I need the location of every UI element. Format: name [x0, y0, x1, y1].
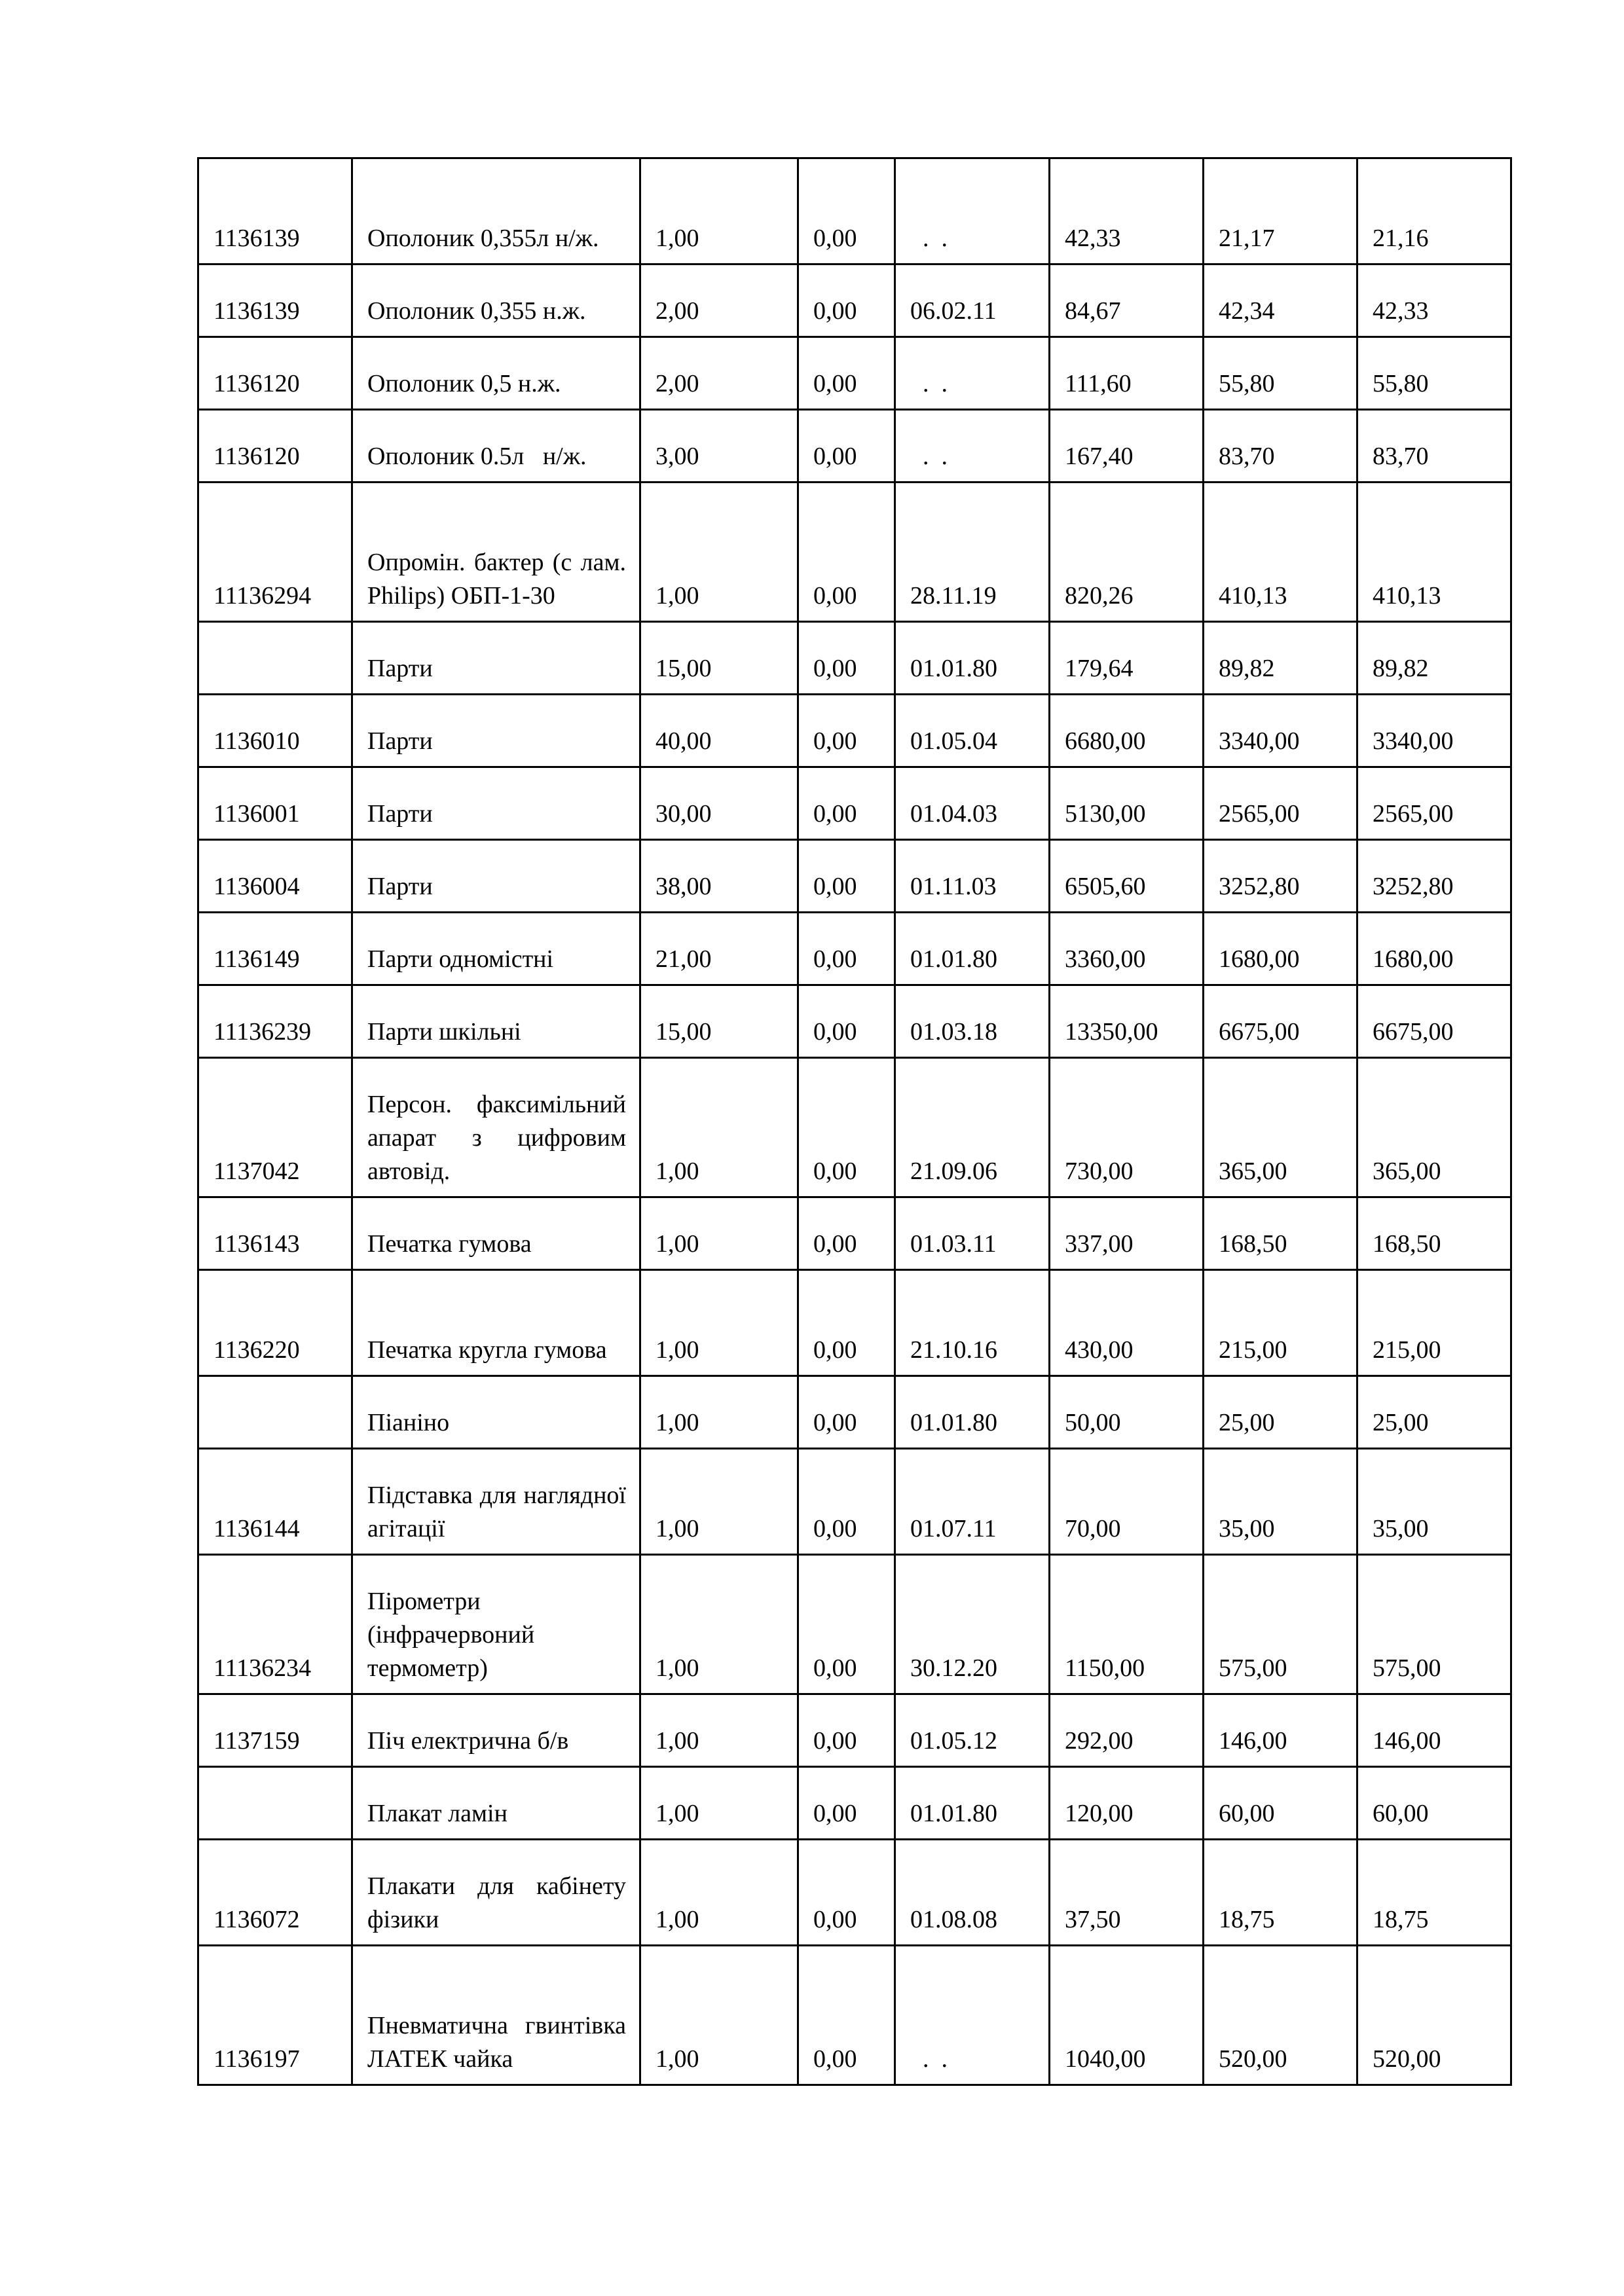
item-code-cell: 1137159 [198, 1694, 352, 1767]
date-cell: . . [895, 158, 1050, 264]
date-cell: 01.08.08 [895, 1840, 1050, 1946]
wear-cell: 365,00 [1204, 1058, 1357, 1197]
secondary-quantity-cell: 0,00 [798, 1197, 895, 1270]
residual-cell: 365,00 [1357, 1058, 1511, 1197]
table-row [198, 337, 1511, 410]
secondary-quantity-cell: 0,00 [798, 1058, 895, 1197]
quantity-cell: 1,00 [640, 1376, 798, 1449]
quantity-cell: 2,00 [640, 337, 798, 410]
wear-cell: 18,75 [1204, 1840, 1357, 1946]
item-name-cell: Плакати для кабінету фізики [352, 1840, 640, 1946]
quantity-cell: 1,00 [640, 1840, 798, 1946]
cost-cell: 337,00 [1050, 1197, 1204, 1270]
quantity-cell: 1,00 [640, 1197, 798, 1270]
quantity-cell: 1,00 [640, 1694, 798, 1767]
item-code-cell: 1136010 [198, 695, 352, 767]
item-code-cell: 1136072 [198, 1840, 352, 1946]
wear-cell: 1680,00 [1204, 913, 1357, 985]
quantity-cell: 1,00 [640, 158, 798, 264]
table-row [198, 410, 1511, 483]
item-name-cell: Опромін. бактер (с лам. Philips) ОБП-1-30 [352, 483, 640, 622]
cost-cell: 430,00 [1050, 1270, 1204, 1376]
quantity-cell: 38,00 [640, 840, 798, 913]
secondary-quantity-cell: 0,00 [798, 1449, 895, 1555]
residual-cell: 2565,00 [1357, 767, 1511, 840]
table-row [198, 1270, 1511, 1376]
item-name-cell: Плакат ламін [352, 1767, 640, 1840]
inventory-table-body [198, 158, 1511, 2085]
item-code-cell: 1136143 [198, 1197, 352, 1270]
cost-cell: 820,26 [1050, 483, 1204, 622]
quantity-cell: 1,00 [640, 1555, 798, 1694]
date-cell: 01.05.12 [895, 1694, 1050, 1767]
residual-cell: 18,75 [1357, 1840, 1511, 1946]
date-cell: 01.01.80 [895, 1376, 1050, 1449]
quantity-cell: 30,00 [640, 767, 798, 840]
quantity-cell: 1,00 [640, 1058, 798, 1197]
residual-cell: 42,33 [1357, 264, 1511, 337]
cost-cell: 1150,00 [1050, 1555, 1204, 1694]
cost-cell: 111,60 [1050, 337, 1204, 410]
table-row [198, 1376, 1511, 1449]
residual-cell: 35,00 [1357, 1449, 1511, 1555]
cost-cell: 50,00 [1050, 1376, 1204, 1449]
table-row [198, 695, 1511, 767]
cost-cell: 3360,00 [1050, 913, 1204, 985]
wear-cell: 83,70 [1204, 410, 1357, 483]
wear-cell: 146,00 [1204, 1694, 1357, 1767]
cost-cell: 6680,00 [1050, 695, 1204, 767]
cost-cell: 84,67 [1050, 264, 1204, 337]
date-cell: 01.01.80 [895, 1767, 1050, 1840]
date-cell: 30.12.20 [895, 1555, 1050, 1694]
residual-cell: 55,80 [1357, 337, 1511, 410]
item-name-cell: Ополоник 0,355л н/ж. [352, 158, 640, 264]
residual-cell: 6675,00 [1357, 985, 1511, 1058]
item-name-cell: Парти [352, 622, 640, 695]
residual-cell: 146,00 [1357, 1694, 1511, 1767]
item-name-cell: Парти [352, 767, 640, 840]
residual-cell: 575,00 [1357, 1555, 1511, 1694]
item-name-cell: Печатка кругла гумова [352, 1270, 640, 1376]
date-cell: 28.11.19 [895, 483, 1050, 622]
item-name-cell: Парти [352, 840, 640, 913]
residual-cell: 520,00 [1357, 1946, 1511, 2085]
item-code-cell: 1137042 [198, 1058, 352, 1197]
wear-cell: 410,13 [1204, 483, 1357, 622]
item-name-cell: Парти шкільні [352, 985, 640, 1058]
quantity-cell: 15,00 [640, 985, 798, 1058]
cost-cell: 70,00 [1050, 1449, 1204, 1555]
wear-cell: 89,82 [1204, 622, 1357, 695]
wear-cell: 168,50 [1204, 1197, 1357, 1270]
wear-cell: 520,00 [1204, 1946, 1357, 2085]
secondary-quantity-cell: 0,00 [798, 264, 895, 337]
residual-cell: 3252,80 [1357, 840, 1511, 913]
table-row [198, 483, 1511, 622]
residual-cell: 60,00 [1357, 1767, 1511, 1840]
item-code-cell: 1136220 [198, 1270, 352, 1376]
item-code-cell: 1136001 [198, 767, 352, 840]
wear-cell: 575,00 [1204, 1555, 1357, 1694]
table-row [198, 767, 1511, 840]
table-row [198, 264, 1511, 337]
date-cell: 01.01.80 [895, 913, 1050, 985]
table-row [198, 158, 1511, 264]
table-row [198, 622, 1511, 695]
wear-cell: 60,00 [1204, 1767, 1357, 1840]
quantity-cell: 3,00 [640, 410, 798, 483]
item-code-cell: 1136120 [198, 410, 352, 483]
cost-cell: 179,64 [1050, 622, 1204, 695]
date-cell: 01.11.03 [895, 840, 1050, 913]
date-cell: 06.02.11 [895, 264, 1050, 337]
table-row [198, 1197, 1511, 1270]
table-row [198, 840, 1511, 913]
item-code-cell: 1136120 [198, 337, 352, 410]
item-name-cell: Пневматична гвинтівка ЛАТЕК чайка [352, 1946, 640, 2085]
table-row [198, 1946, 1511, 2085]
quantity-cell: 1,00 [640, 1767, 798, 1840]
secondary-quantity-cell: 0,00 [798, 1946, 895, 2085]
item-name-cell: Ополоник 0,5 н.ж. [352, 337, 640, 410]
item-code-cell: 11136294 [198, 483, 352, 622]
cost-cell: 5130,00 [1050, 767, 1204, 840]
secondary-quantity-cell: 0,00 [798, 158, 895, 264]
quantity-cell: 1,00 [640, 1449, 798, 1555]
residual-cell: 215,00 [1357, 1270, 1511, 1376]
item-code-cell: 1136139 [198, 158, 352, 264]
wear-cell: 21,17 [1204, 158, 1357, 264]
table-row [198, 913, 1511, 985]
secondary-quantity-cell: 0,00 [798, 1694, 895, 1767]
quantity-cell: 1,00 [640, 1946, 798, 2085]
item-code-cell [198, 1376, 352, 1449]
residual-cell: 83,70 [1357, 410, 1511, 483]
item-code-cell [198, 1767, 352, 1840]
table-row [198, 985, 1511, 1058]
date-cell: 21.10.16 [895, 1270, 1050, 1376]
cost-cell: 292,00 [1050, 1694, 1204, 1767]
item-name-cell: Персон. факсимільний апарат з цифровим автовід. [352, 1058, 640, 1197]
residual-cell: 25,00 [1357, 1376, 1511, 1449]
cost-cell: 42,33 [1050, 158, 1204, 264]
secondary-quantity-cell: 0,00 [798, 622, 895, 695]
residual-cell: 1680,00 [1357, 913, 1511, 985]
wear-cell: 215,00 [1204, 1270, 1357, 1376]
date-cell: . . [895, 1946, 1050, 2085]
item-code-cell: 1136139 [198, 264, 352, 337]
item-code-cell [198, 622, 352, 695]
cost-cell: 167,40 [1050, 410, 1204, 483]
item-name-cell: Піаніно [352, 1376, 640, 1449]
date-cell: 01.03.11 [895, 1197, 1050, 1270]
cost-cell: 37,50 [1050, 1840, 1204, 1946]
wear-cell: 42,34 [1204, 264, 1357, 337]
residual-cell: 168,50 [1357, 1197, 1511, 1270]
item-code-cell: 11136234 [198, 1555, 352, 1694]
wear-cell: 3252,80 [1204, 840, 1357, 913]
item-name-cell: Печатка гумова [352, 1197, 640, 1270]
date-cell: 01.05.04 [895, 695, 1050, 767]
item-name-cell: Ополоник 0.5л н/ж. [352, 410, 640, 483]
secondary-quantity-cell: 0,00 [798, 985, 895, 1058]
item-code-cell: 1136197 [198, 1946, 352, 2085]
wear-cell: 6675,00 [1204, 985, 1357, 1058]
secondary-quantity-cell: 0,00 [798, 483, 895, 622]
item-code-cell: 11136239 [198, 985, 352, 1058]
residual-cell: 89,82 [1357, 622, 1511, 695]
table-row [198, 1555, 1511, 1694]
item-name-cell: Пірометри (інфрачервоний термометр) [352, 1555, 640, 1694]
item-name-cell: Ополоник 0,355 н.ж. [352, 264, 640, 337]
secondary-quantity-cell: 0,00 [798, 1840, 895, 1946]
table-row [198, 1840, 1511, 1946]
date-cell: 01.03.18 [895, 985, 1050, 1058]
cost-cell: 120,00 [1050, 1767, 1204, 1840]
quantity-cell: 1,00 [640, 1270, 798, 1376]
table-row [198, 1058, 1511, 1197]
inventory-table [197, 157, 1512, 2086]
secondary-quantity-cell: 0,00 [798, 840, 895, 913]
wear-cell: 2565,00 [1204, 767, 1357, 840]
secondary-quantity-cell: 0,00 [798, 913, 895, 985]
secondary-quantity-cell: 0,00 [798, 1555, 895, 1694]
secondary-quantity-cell: 0,00 [798, 695, 895, 767]
item-name-cell: Піч електрична б/в [352, 1694, 640, 1767]
wear-cell: 25,00 [1204, 1376, 1357, 1449]
quantity-cell: 1,00 [640, 483, 798, 622]
cost-cell: 6505,60 [1050, 840, 1204, 913]
cost-cell: 13350,00 [1050, 985, 1204, 1058]
table-row [198, 1449, 1511, 1555]
secondary-quantity-cell: 0,00 [798, 337, 895, 410]
secondary-quantity-cell: 0,00 [798, 1767, 895, 1840]
date-cell: 01.07.11 [895, 1449, 1050, 1555]
quantity-cell: 2,00 [640, 264, 798, 337]
residual-cell: 3340,00 [1357, 695, 1511, 767]
cost-cell: 730,00 [1050, 1058, 1204, 1197]
date-cell: . . [895, 337, 1050, 410]
residual-cell: 21,16 [1357, 158, 1511, 264]
table-row [198, 1767, 1511, 1840]
residual-cell: 410,13 [1357, 483, 1511, 622]
item-name-cell: Парти [352, 695, 640, 767]
item-code-cell: 1136004 [198, 840, 352, 913]
date-cell: . . [895, 410, 1050, 483]
date-cell: 01.04.03 [895, 767, 1050, 840]
secondary-quantity-cell: 0,00 [798, 767, 895, 840]
quantity-cell: 40,00 [640, 695, 798, 767]
item-code-cell: 1136144 [198, 1449, 352, 1555]
item-code-cell: 1136149 [198, 913, 352, 985]
date-cell: 01.01.80 [895, 622, 1050, 695]
wear-cell: 35,00 [1204, 1449, 1357, 1555]
cost-cell: 1040,00 [1050, 1946, 1204, 2085]
date-cell: 21.09.06 [895, 1058, 1050, 1197]
wear-cell: 3340,00 [1204, 695, 1357, 767]
wear-cell: 55,80 [1204, 337, 1357, 410]
item-name-cell: Підставка для наглядної агітації [352, 1449, 640, 1555]
table-row [198, 1694, 1511, 1767]
quantity-cell: 21,00 [640, 913, 798, 985]
secondary-quantity-cell: 0,00 [798, 410, 895, 483]
secondary-quantity-cell: 0,00 [798, 1270, 895, 1376]
quantity-cell: 15,00 [640, 622, 798, 695]
item-name-cell: Парти одномістні [352, 913, 640, 985]
secondary-quantity-cell: 0,00 [798, 1376, 895, 1449]
